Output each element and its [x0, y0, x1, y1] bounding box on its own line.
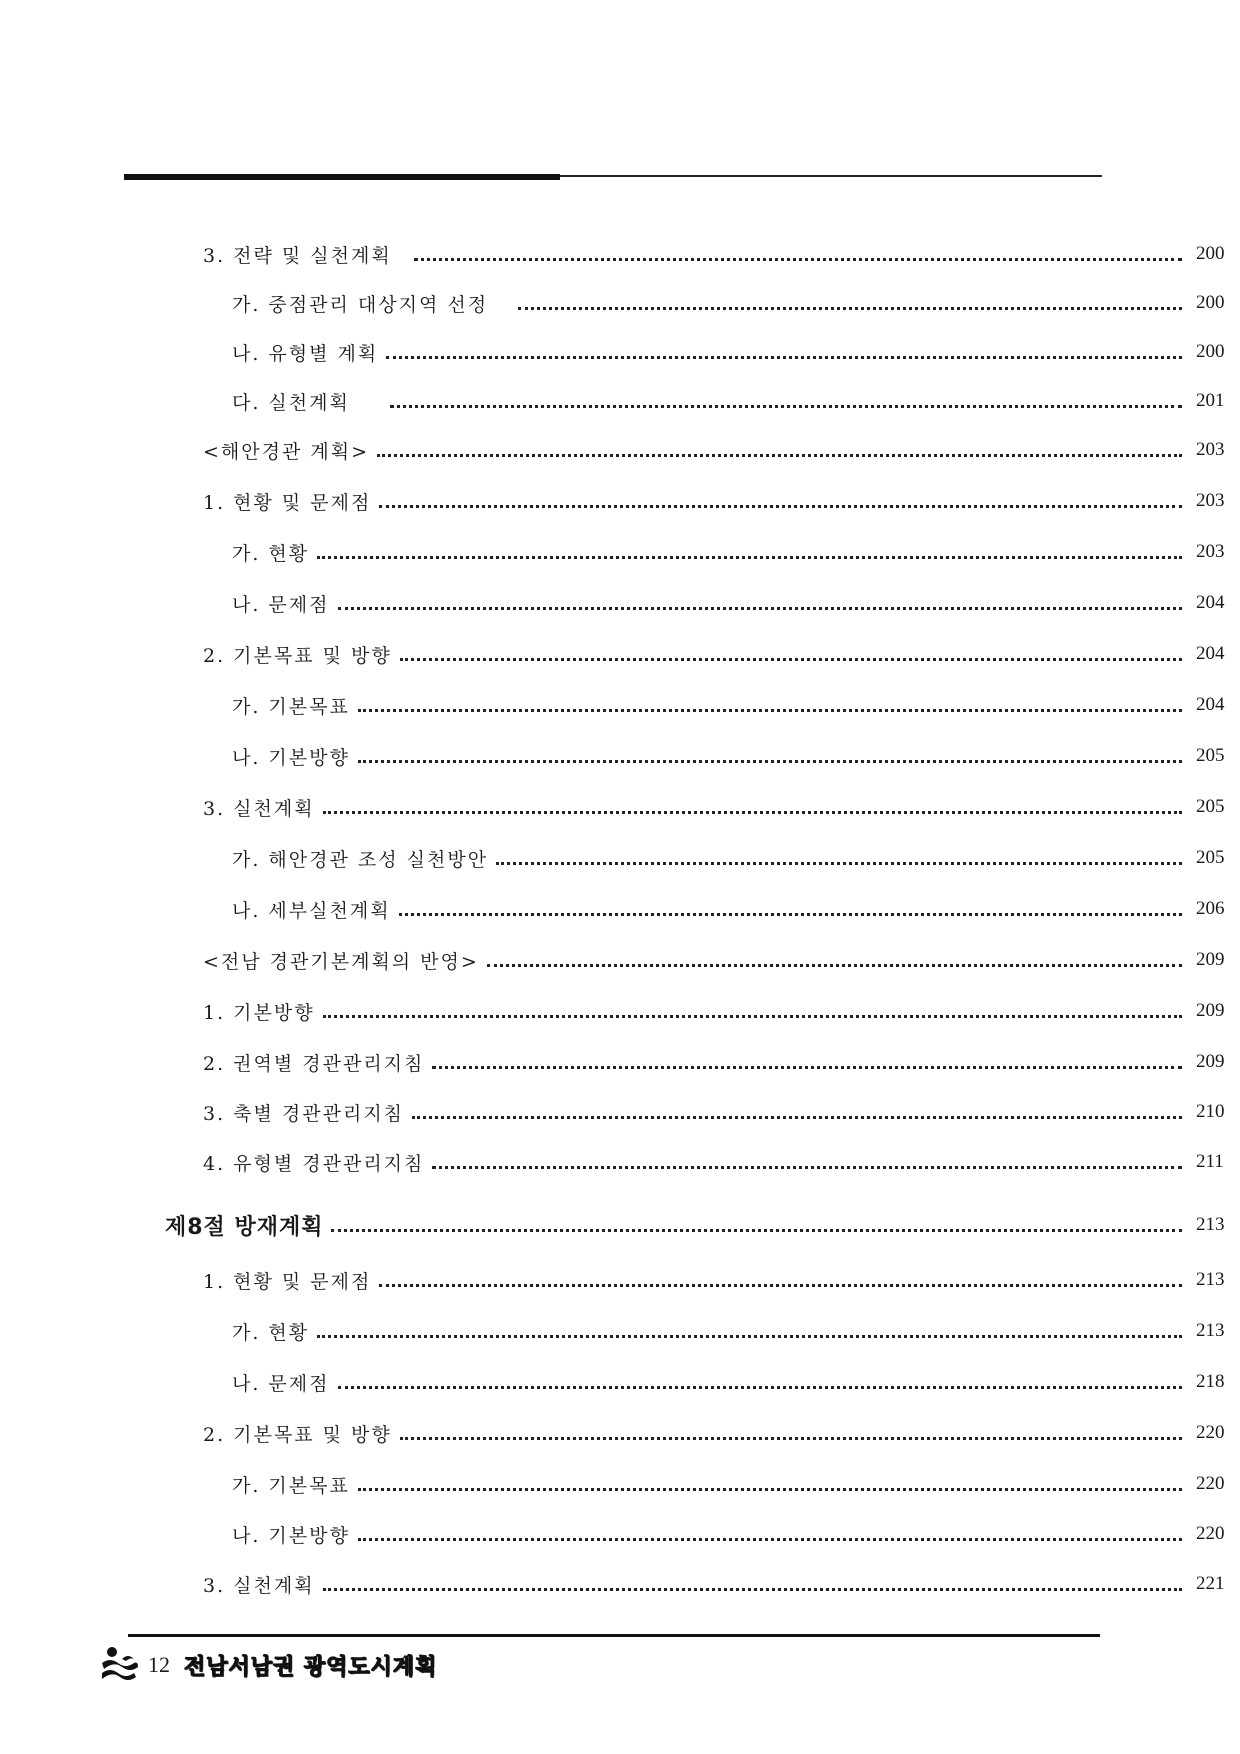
toc-entry-label: 3. 실천계획	[203, 794, 323, 821]
toc-entry-page: 205	[1196, 796, 1225, 817]
toc-leader-dots	[317, 552, 1182, 559]
toc-entry-label: 2. 기본목표 및 방향	[203, 641, 400, 668]
toc-entry[interactable]	[0, 1094, 1240, 1130]
toc-entry-label: 2. 기본목표 및 방향	[203, 1420, 400, 1447]
toc-leader-dots	[432, 1062, 1182, 1069]
toc-entry[interactable]	[0, 1364, 1240, 1400]
page-footer	[100, 1640, 437, 1690]
toc-leader-dots	[338, 603, 1183, 610]
toc-entry[interactable]	[0, 1144, 1240, 1180]
toc-entry-label: 나. 문제점	[232, 590, 338, 617]
toc-leader-dots	[338, 1382, 1183, 1389]
toc-entry-label: 4. 유형별 경관관리지침	[203, 1149, 432, 1176]
toc-entry-label: 1. 기본방향	[203, 998, 323, 1025]
header-rule-thick	[124, 174, 560, 180]
toc-leader-dots	[379, 501, 1182, 508]
toc-entry-label: 가. 기본목표	[232, 692, 358, 719]
toc-entry-label: 나. 기본방향	[232, 1521, 358, 1548]
toc-entry-label: 가. 해안경관 조성 실천방안	[232, 845, 496, 872]
toc-entry[interactable]	[0, 738, 1240, 774]
toc-entry[interactable]	[0, 383, 1240, 419]
toc-entry-page: 200	[1196, 341, 1225, 362]
toc-chapter-label: 제8절 방재계획	[165, 1210, 331, 1241]
toc-entry-page: 206	[1196, 898, 1225, 919]
toc-entry-label: 나. 기본방향	[232, 743, 358, 770]
toc-entry-label: 나. 유형별 계획	[232, 339, 386, 366]
toc-entry[interactable]	[0, 1415, 1240, 1451]
toc-entry[interactable]	[0, 483, 1240, 519]
toc-leader-dots	[390, 401, 1182, 408]
toc-entry[interactable]	[0, 1044, 1240, 1080]
toc-leader-dots	[496, 858, 1182, 865]
toc-entry[interactable]	[0, 1466, 1240, 1502]
toc-leader-dots	[386, 352, 1182, 359]
toc-entry-page: 218	[1196, 1371, 1225, 1392]
toc-leader-dots	[412, 1112, 1182, 1119]
toc-entry-page: 204	[1196, 592, 1225, 613]
toc-entry-label: 3. 전략 및 실천계획	[203, 241, 400, 268]
toc-entry[interactable]	[0, 1516, 1240, 1552]
toc-leader-dots	[331, 1225, 1182, 1232]
toc-leader-dots	[358, 705, 1182, 712]
toc-leader-dots	[400, 1433, 1182, 1440]
toc-entry[interactable]	[0, 285, 1240, 321]
toc-entry-page: 201	[1196, 390, 1225, 411]
toc-leader-dots	[358, 756, 1182, 763]
toc-entry-page: 220	[1196, 1473, 1225, 1494]
toc-leader-dots	[317, 1331, 1182, 1338]
toc-entry[interactable]	[0, 891, 1240, 927]
toc-entry-page: 205	[1196, 847, 1225, 868]
toc-entry-page: 209	[1196, 1051, 1225, 1072]
wave-logo-icon	[100, 1643, 140, 1687]
toc-entry-page: 213	[1196, 1269, 1225, 1290]
toc-leader-dots	[323, 1011, 1182, 1018]
toc-entry-label: 1. 현황 및 문제점	[203, 488, 379, 515]
toc-entry-page: 200	[1196, 243, 1225, 264]
toc-entry-label: 가. 현황	[232, 539, 317, 566]
toc-leader-dots	[399, 909, 1182, 916]
toc-entry[interactable]	[0, 687, 1240, 723]
toc-leader-dots	[400, 654, 1182, 661]
toc-entry-page: 209	[1196, 1000, 1225, 1021]
toc-entry-label: <해안경관 계획>	[203, 437, 377, 464]
toc-entry-label: 가. 현황	[232, 1318, 317, 1345]
toc-entry[interactable]	[0, 534, 1240, 570]
toc-entry-page: 204	[1196, 643, 1225, 664]
toc-leader-dots	[358, 1534, 1182, 1541]
toc-leader-dots	[487, 960, 1182, 967]
toc-entry[interactable]	[0, 585, 1240, 621]
toc-entry-label: 가. 기본목표	[232, 1471, 358, 1498]
toc-entry-label: 1. 현황 및 문제점	[203, 1267, 379, 1294]
toc-entry-label: <전남 경관기본계획의 반영>	[203, 947, 487, 974]
toc-leader-dots	[358, 1484, 1182, 1491]
toc-entry[interactable]	[0, 840, 1240, 876]
toc-entry[interactable]	[0, 1262, 1240, 1298]
toc-entry-page: 211	[1196, 1151, 1224, 1172]
toc-leader-dots	[379, 1280, 1182, 1287]
toc-leader-dots	[323, 807, 1182, 814]
page-number: 12	[148, 1652, 170, 1677]
toc-entry-label: 가. 중점관리 대상지역 선정	[232, 290, 496, 317]
toc-entry-page: 213	[1196, 1320, 1225, 1341]
toc-leader-dots	[323, 1584, 1182, 1591]
toc-entry-page: 220	[1196, 1523, 1225, 1544]
toc-entry[interactable]	[0, 942, 1240, 978]
toc-entry[interactable]	[0, 636, 1240, 672]
toc-entry-page: 213	[1196, 1214, 1225, 1235]
toc-entry[interactable]	[0, 432, 1240, 468]
toc-entry-label: 3. 실천계획	[203, 1571, 323, 1598]
footer-rule	[128, 1634, 1100, 1637]
toc-entry-page: 205	[1196, 745, 1225, 766]
toc-entry[interactable]	[0, 993, 1240, 1029]
toc-entry-label: 나. 문제점	[232, 1369, 338, 1396]
document-title: 전남서남권 광역도시계획	[184, 1654, 438, 1680]
toc-leader-dots	[377, 450, 1182, 457]
toc-entry-page: 200	[1196, 292, 1225, 313]
toc-entry-page: 221	[1196, 1573, 1225, 1594]
toc-entry[interactable]	[0, 236, 1240, 272]
toc-entry[interactable]	[0, 789, 1240, 825]
toc-entry[interactable]	[0, 1313, 1240, 1349]
toc-leader-dots	[518, 303, 1182, 310]
toc-chapter-entry[interactable]	[0, 1207, 1240, 1243]
toc-entry-page: 203	[1196, 490, 1225, 511]
toc-entry-page: 220	[1196, 1422, 1225, 1443]
toc-entry-page: 203	[1196, 439, 1225, 460]
toc-leader-dots	[432, 1162, 1182, 1169]
toc-leader-dots	[414, 254, 1182, 261]
toc-entry-label: 나. 세부실천계획	[232, 896, 399, 923]
toc-entry[interactable]	[0, 334, 1240, 370]
toc-entry-label: 2. 권역별 경관관리지침	[203, 1049, 432, 1076]
toc-entry-page: 209	[1196, 949, 1225, 970]
toc-entry-page: 203	[1196, 541, 1225, 562]
toc-entry-label: 다. 실천계획	[232, 388, 358, 415]
toc-entry-page: 210	[1196, 1101, 1225, 1122]
toc-entry-page: 204	[1196, 694, 1225, 715]
toc-entry-label: 3. 축별 경관관리지침	[203, 1099, 412, 1126]
toc-entry[interactable]	[0, 1566, 1240, 1602]
